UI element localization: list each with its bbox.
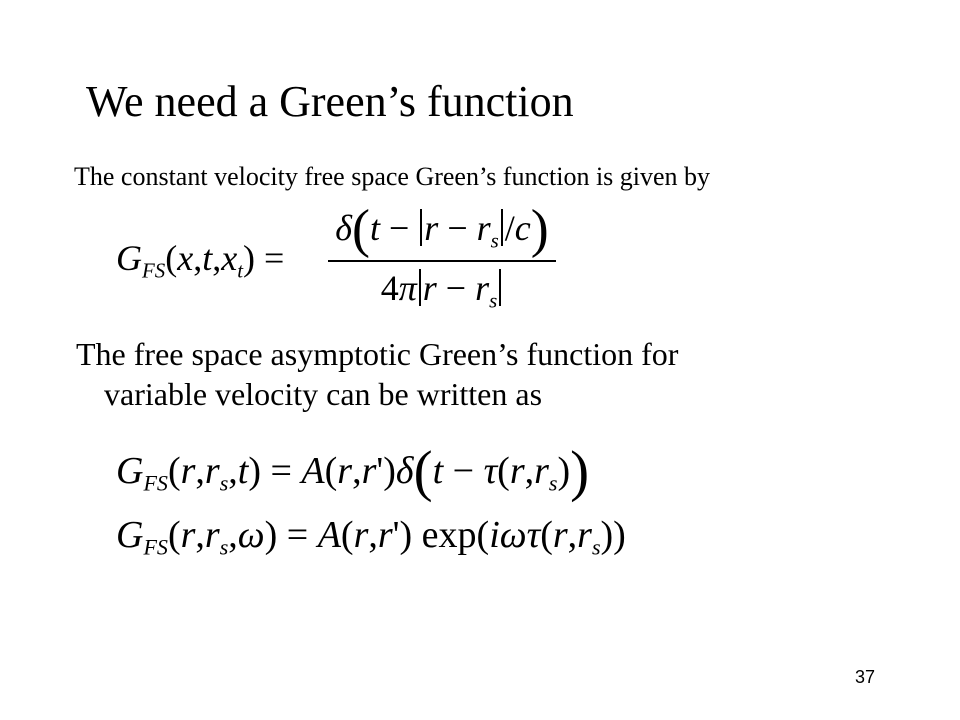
paragraph-line-2: variable velocity can be written as (104, 376, 543, 412)
equation-frequency-domain: $G_{FS}(r,r_s,\omega) = A(r,r')$ $\exp(i\omega\tau(r,r_s))$ (116, 514, 626, 560)
equation-denominator: 4π $r - r_s$ (328, 266, 556, 310)
fraction-bar (328, 260, 556, 262)
equation-time-domain: $G_{FS}(r,r_s,t) = A(r,r')\delta(t - \tau(r,r_s))$ (116, 439, 590, 503)
equation-numerator: $\delta(t - r - r_s$ /c) (335, 198, 549, 259)
intro-text: The constant velocity free space Green’s function is given by (74, 162, 711, 191)
equation-lhs: $G_{FS}(x,t,x_t)$ = (116, 238, 285, 283)
variable-velocity-paragraph (76, 334, 678, 414)
paragraph-line-1: The free space asymptotic Green’s function for (76, 336, 679, 372)
equation-fraction (328, 198, 556, 314)
slide-title: We need a Green’s function (86, 77, 574, 126)
equation-free-space-greens-function (116, 198, 556, 314)
page-number: 37 (855, 667, 876, 687)
